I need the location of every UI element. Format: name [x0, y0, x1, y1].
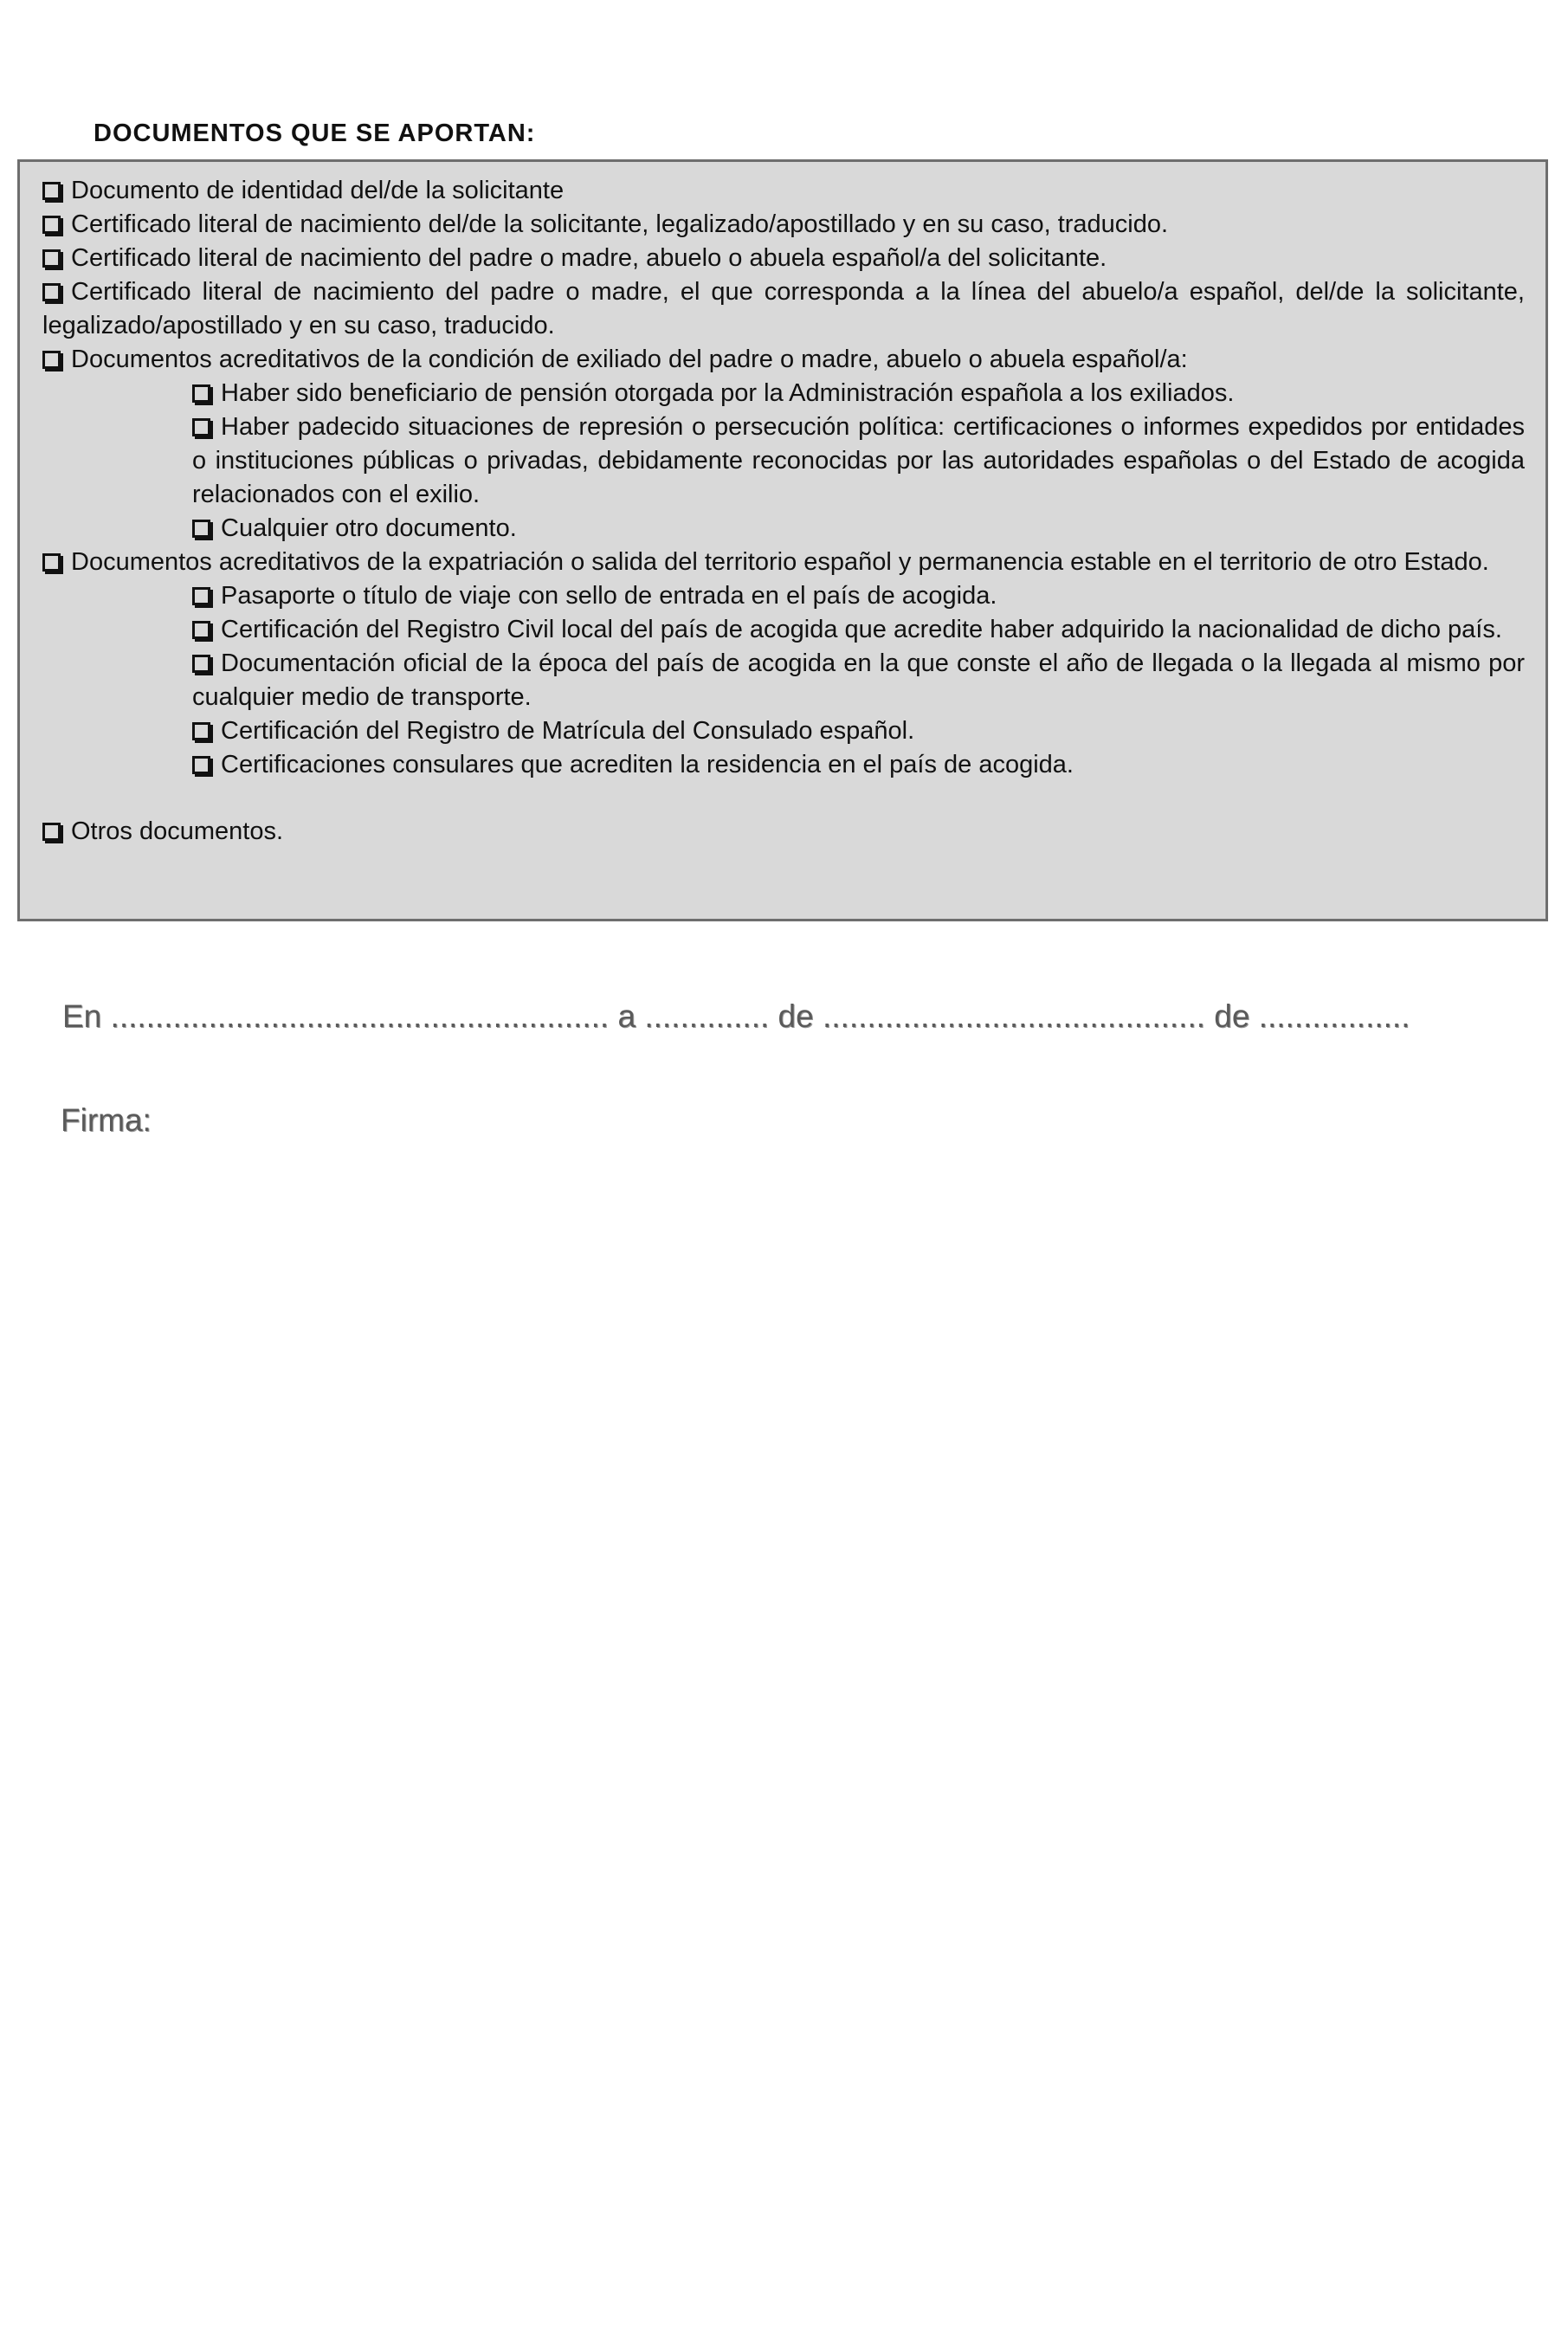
checklist-item-label: Certificado literal de nacimiento del/de la solicitante, legalizado/apostillado y en su caso, traducido.	[71, 210, 1169, 238]
checklist-item-lineage-birth-certificate	[42, 275, 1525, 343]
checklist-item-label: Otros documentos.	[71, 817, 283, 845]
checklist-item-label: Haber padecido situaciones de represión o persecución política: certificaciones o informes expedidos por entidades o instituciones públicas o privadas, debidamente reconocidas por las autoridades españolas o del Estado de acogida relacionados con el exilio.	[192, 413, 1525, 508]
checkbox-icon[interactable]	[192, 587, 210, 605]
checkbox-icon[interactable]	[42, 553, 61, 572]
checkbox-icon[interactable]	[42, 351, 61, 369]
checklist-item-label: Documentos acreditativos de la expatriación o salida del territorio español y permanencia estable en el territorio de otro Estado.	[71, 548, 1489, 576]
checklist-item-label: Certificación del Registro Civil local del país de acogida que acredite haber adquirido la nacionalidad de dicho país.	[221, 616, 1502, 643]
checklist-subitem-political-persecution	[42, 410, 1525, 512]
checkbox-icon[interactable]	[42, 182, 61, 200]
checklist-item-label: Haber sido beneficiario de pensión otorgada por la Administración española a los exiliados.	[221, 379, 1235, 407]
checkbox-icon[interactable]	[42, 283, 61, 301]
checkbox-icon[interactable]	[42, 216, 61, 234]
checkbox-icon[interactable]	[192, 655, 210, 673]
checkbox-icon[interactable]	[192, 384, 210, 403]
checklist-subitem-civil-registry-certification	[42, 613, 1525, 647]
checkbox-icon[interactable]	[192, 418, 210, 436]
checklist-item-label: Documentos acreditativos de la condición de exiliado del padre o madre, abuelo o abuela español/a:	[71, 346, 1188, 373]
checklist-item-label: Pasaporte o título de viaje con sello de entrada en el país de acogida.	[221, 582, 997, 610]
place-date-line: En ........................................................ a .............. de ........................................... de .................	[62, 998, 1410, 1034]
signature-label: Firma:	[61, 1102, 152, 1138]
checklist-item-other-documents	[42, 815, 1525, 849]
checkbox-icon[interactable]	[42, 249, 61, 268]
checklist-item-applicant-birth-certificate	[42, 208, 1525, 242]
checklist-item-label: Documentación oficial de la época del país de acogida en la que conste el año de llegada o la llegada al mismo por cualquier medio de transporte.	[192, 649, 1525, 711]
checkbox-icon[interactable]	[192, 520, 210, 538]
checklist-item-label: Certificado literal de nacimiento del padre o madre, abuelo o abuela español/a del solicitante.	[71, 244, 1107, 272]
checklist-subitem-pension-beneficiary	[42, 377, 1525, 410]
checklist-item-parent-birth-certificate	[42, 242, 1525, 275]
checklist-item-label: Certificado literal de nacimiento del padre o madre, el que corresponda a la línea del abuelo/a español, del/de la solicitante, legalizado/apostillado y en su caso, traducido.	[42, 278, 1525, 339]
checklist-subitem-other-document	[42, 512, 1525, 546]
checklist-subitem-official-arrival-documentation	[42, 647, 1525, 714]
documents-checklist-box	[17, 159, 1548, 921]
checklist-item-label: Certificación del Registro de Matrícula del Consulado español.	[221, 717, 915, 745]
checklist-item-expatriation-documents	[42, 546, 1525, 579]
checkbox-icon[interactable]	[192, 722, 210, 740]
checklist-subitem-consular-residence	[42, 748, 1525, 782]
checkbox-icon[interactable]	[192, 621, 210, 639]
checkbox-icon[interactable]	[42, 823, 61, 841]
checklist-item-label: Documento de identidad del/de la solicitante	[71, 177, 565, 204]
checklist-item-label: Cualquier otro documento.	[221, 514, 517, 542]
checklist-item-label: Certificaciones consulares que acrediten la residencia en el país de acogida.	[221, 751, 1074, 778]
section-heading: DOCUMENTOS QUE SE APORTAN:	[94, 120, 536, 147]
checkbox-icon[interactable]	[192, 756, 210, 774]
checklist-item-exile-condition-documents	[42, 343, 1525, 377]
checklist-subitem-consular-registration	[42, 714, 1525, 748]
checklist-subitem-passport	[42, 579, 1525, 613]
checklist-item-identity-document	[42, 174, 1525, 208]
